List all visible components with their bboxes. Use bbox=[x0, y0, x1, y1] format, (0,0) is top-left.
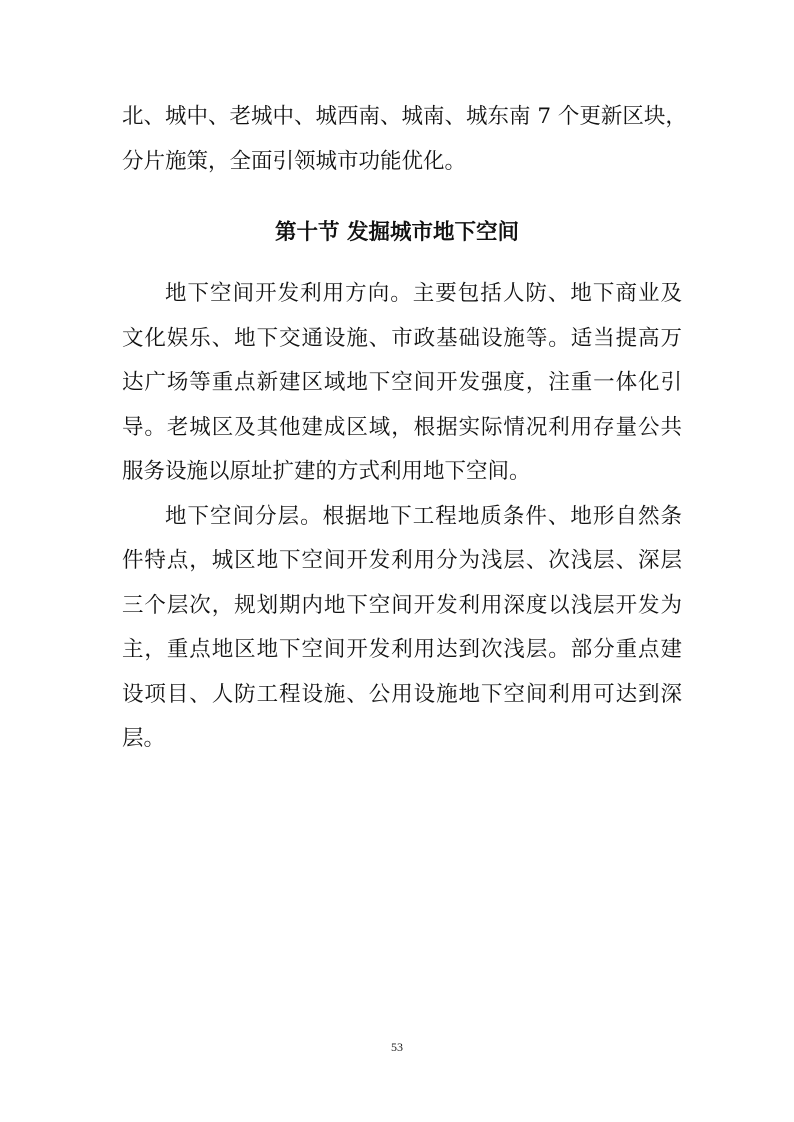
section-title: 第十节 发掘城市地下空间 bbox=[275, 220, 519, 245]
para2-line-4: 主，重点地区地下空间开发利用达到次浅层。部分重点建 bbox=[122, 637, 682, 662]
para1-line-3: 达广场等重点新建区域地下空间开发强度，注重一体化引 bbox=[122, 370, 682, 395]
para1-line-2: 文化娱乐、地下交通设施、市政基础设施等。适当提高万 bbox=[122, 326, 682, 351]
page-number: 53 bbox=[391, 1040, 403, 1054]
continuation-line-1: 北、城中、老城中、城西南、城南、城东南 7 个更新区块， bbox=[122, 104, 687, 129]
continuation-line-2: 分片施策，全面引领城市功能优化。 bbox=[122, 149, 467, 174]
para1-line-5: 服务设施以原址扩建的方式利用地下空间。 bbox=[122, 459, 531, 484]
para2-line-3: 三个层次，规划期内地下空间开发利用深度以浅层开发为 bbox=[122, 593, 682, 618]
para2-line-5: 设项目、人防工程设施、公用设施地下空间利用可达到深 bbox=[122, 682, 682, 707]
para2-line-6: 层。 bbox=[122, 726, 166, 751]
para2-line-2: 件特点，城区地下空间开发利用分为浅层、次浅层、深层 bbox=[122, 548, 682, 573]
para1-line-4: 导。老城区及其他建成区域，根据实际情况利用存量公共 bbox=[122, 415, 682, 440]
para2-line-1: 地下空间分层。根据地下工程地质条件、地形自然条 bbox=[165, 504, 682, 529]
para1-line-1: 地下空间开发利用方向。主要包括人防、地下商业及 bbox=[165, 281, 682, 306]
